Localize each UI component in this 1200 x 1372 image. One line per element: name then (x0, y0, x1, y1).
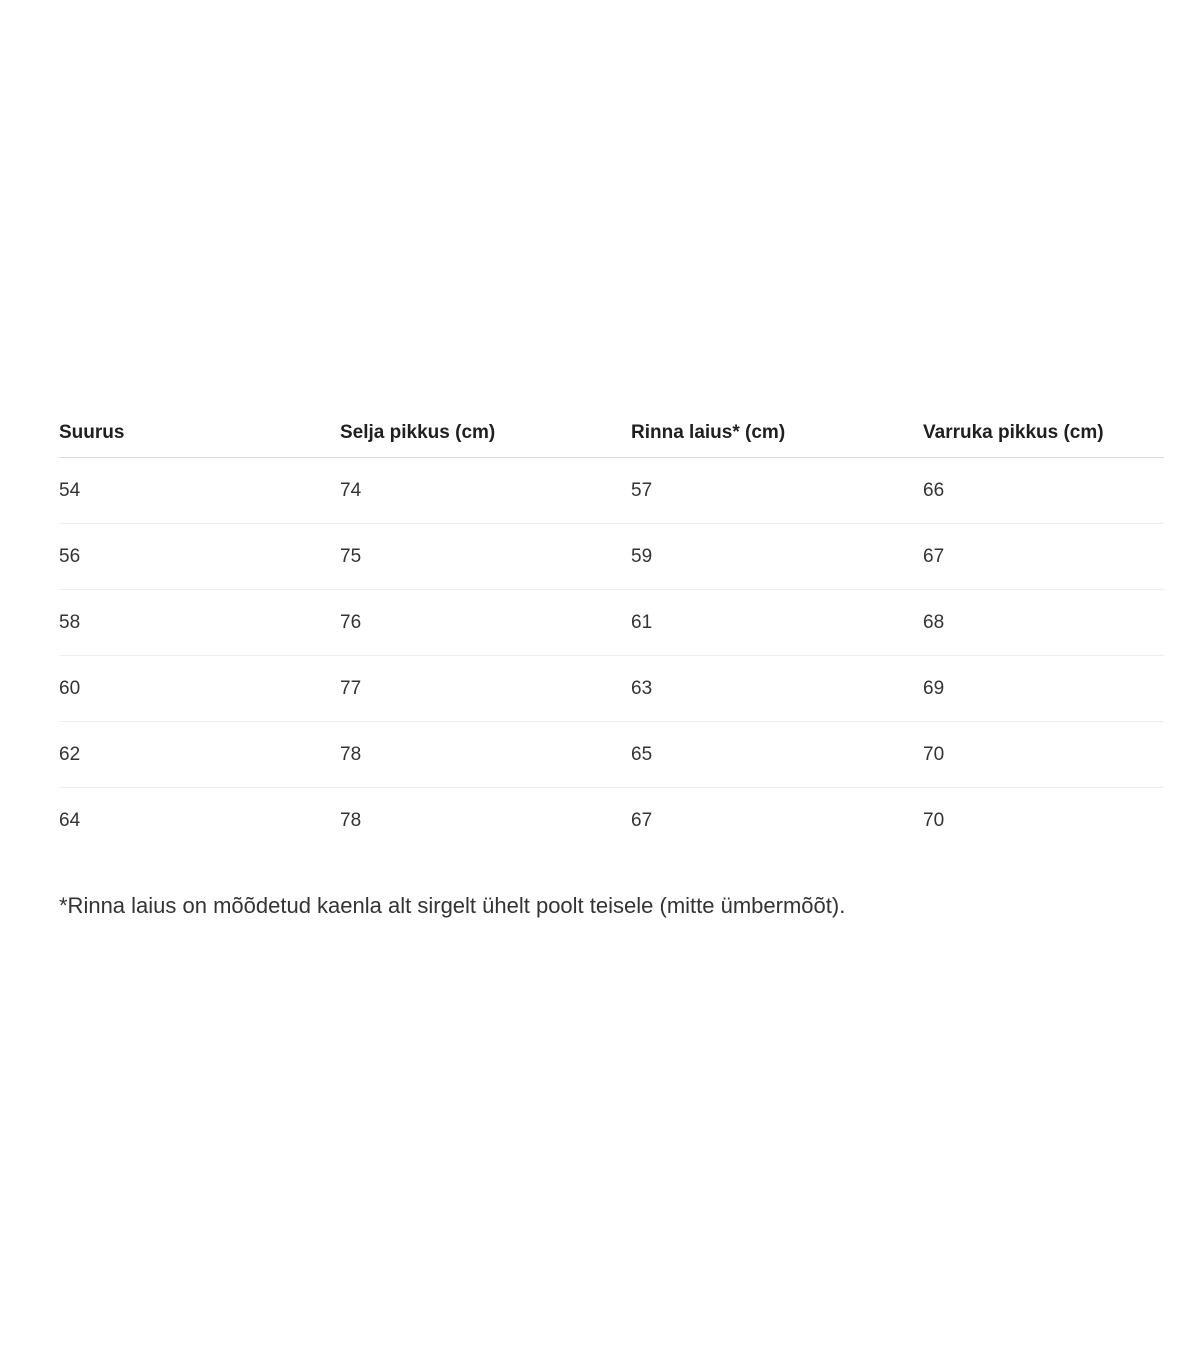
table-row (59, 590, 1164, 656)
table-row (59, 788, 1164, 854)
header-chest-width: Rinna laius* (cm) (631, 408, 923, 458)
cell-sleeve-length: 69 (923, 656, 1164, 722)
cell-chest-width: 67 (631, 809, 653, 831)
table-row (59, 524, 1164, 590)
cell-chest-width: 63 (631, 656, 923, 722)
cell-back-length: 78 (340, 809, 362, 831)
cell-sleeve-length: 70 (923, 722, 1164, 788)
cell-chest-width: 57 (631, 458, 923, 524)
cell-size: 56 (59, 524, 340, 590)
cell-sleeve-length: 66 (923, 458, 1164, 524)
cell-sleeve-length: 67 (923, 524, 1164, 590)
cell-size: 54 (59, 458, 340, 524)
cell-back-length: 77 (340, 656, 631, 722)
table-header (59, 408, 1164, 458)
cell-size: 62 (59, 722, 340, 788)
cell-size: 58 (59, 590, 340, 656)
table-header-row (59, 408, 1164, 458)
header-back-length: Selja pikkus (cm) (340, 408, 631, 458)
cell-back-length: 78 (340, 722, 631, 788)
header-sleeve-length: Varruka pikkus (cm) (923, 408, 1164, 458)
table-body (59, 458, 1164, 854)
cell-back-length: 75 (340, 524, 631, 590)
cell-back-length: 76 (340, 590, 631, 656)
cell-sleeve-length: 68 (923, 590, 1164, 656)
cell-chest-width: 59 (631, 524, 923, 590)
cell-size: 60 (59, 656, 340, 722)
cell-size: 64 (59, 809, 81, 831)
table-row (59, 458, 1164, 524)
cell-back-length: 74 (340, 458, 631, 524)
table-row (59, 656, 1164, 722)
cell-chest-width: 65 (631, 722, 923, 788)
cell-sleeve-length: 70 (923, 809, 945, 831)
table-row (59, 722, 1164, 788)
cell-chest-width: 61 (631, 590, 923, 656)
footnote: *Rinna laius on mõõdetud kaenla alt sirgelt ühelt poolt teisele (mitte ümbermõõt). (59, 893, 846, 918)
size-chart-table (59, 408, 1164, 853)
header-size: Suurus (59, 408, 340, 458)
